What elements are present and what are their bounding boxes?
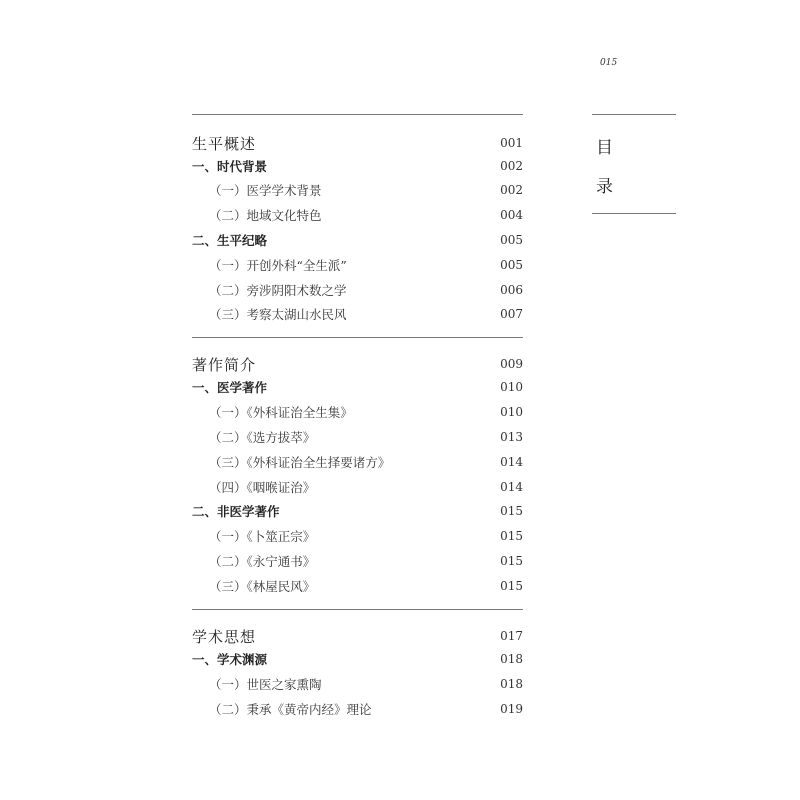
page-ref: 006 [500, 283, 523, 297]
table-of-contents [192, 114, 523, 730]
toc-chapter-row[interactable] [192, 231, 523, 249]
toc-chapter-row[interactable] [192, 157, 523, 175]
subsection-title: （三）《林屋民风》 [209, 579, 316, 594]
toc-subsection-row[interactable] [192, 577, 523, 595]
page-ref: 007 [500, 307, 523, 321]
toc-subsection-row[interactable] [192, 552, 523, 570]
toc-heading-char: 录 [596, 177, 613, 197]
toc-subsection-row[interactable] [192, 181, 523, 199]
page-ref: 015 [500, 504, 523, 518]
page-ref: 018 [500, 652, 523, 666]
toc-section-row[interactable] [192, 625, 523, 647]
page-ref: 010 [500, 405, 523, 419]
page-ref: 013 [500, 430, 523, 444]
toc-subsection-row[interactable] [192, 453, 523, 471]
toc-subsection-row[interactable] [192, 428, 523, 446]
subsection-title: （四）《咽喉证治》 [209, 480, 316, 495]
subsection-title: （一）《外科证治全生集》 [209, 405, 353, 420]
toc-chapter-row[interactable] [192, 502, 523, 520]
page-ref: 015 [500, 579, 523, 593]
chapter-title: 一、时代背景 [192, 159, 268, 174]
subsection-title: （二）旁涉阴阳术数之学 [209, 283, 347, 298]
subsection-title: （三）《外科证治全生择要诸方》 [209, 455, 391, 470]
toc-chapter-row[interactable] [192, 378, 523, 396]
subsection-title: （二）地域文化特色 [209, 208, 322, 223]
page-ref: 017 [500, 629, 523, 643]
page-ref: 001 [500, 136, 523, 150]
toc-subsection-row[interactable] [192, 206, 523, 224]
page-ref: 002 [500, 183, 523, 197]
subsection-title: （二）《选方拔萃》 [209, 430, 316, 445]
toc-section [192, 337, 523, 609]
page-number: 015 [600, 58, 618, 68]
toc-subsection-row[interactable] [192, 403, 523, 421]
subsection-title: （一）《卜筮正宗》 [209, 529, 316, 544]
page-ref: 004 [500, 208, 523, 222]
page-ref: 005 [500, 258, 523, 272]
toc-heading-char: 目 [596, 138, 613, 158]
toc-subsection-row[interactable] [192, 700, 523, 718]
page-ref: 014 [500, 480, 523, 494]
page-ref: 015 [500, 554, 523, 568]
chapter-title: 一、医学著作 [192, 380, 268, 395]
subsection-title: （一）世医之家熏陶 [209, 677, 322, 692]
subsection-title: （一）开创外科“全生派” [209, 258, 347, 273]
section-title: 著作简介 [192, 355, 257, 374]
section-title: 学术思想 [192, 627, 257, 646]
toc-subsection-row[interactable] [192, 256, 523, 274]
subsection-title: （二）秉承《黄帝内经》理论 [209, 702, 372, 717]
page-ref: 002 [500, 159, 523, 173]
toc-chapter-row[interactable] [192, 650, 523, 668]
page-ref: 018 [500, 677, 523, 691]
toc-heading [592, 114, 676, 214]
subsection-title: （三）考察太湖山水民风 [209, 307, 347, 322]
page-ref: 009 [500, 357, 523, 371]
page-ref: 019 [500, 702, 523, 716]
toc-subsection-row[interactable] [192, 675, 523, 693]
toc-section [192, 609, 523, 730]
toc-subsection-row[interactable] [192, 305, 523, 323]
chapter-title: 二、非医学著作 [192, 504, 280, 519]
toc-section-row[interactable] [192, 132, 523, 154]
page-ref: 014 [500, 455, 523, 469]
subsection-title: （一）医学学术背景 [209, 183, 322, 198]
page-ref: 005 [500, 233, 523, 247]
toc-section-row[interactable] [192, 353, 523, 375]
chapter-title: 二、生平纪略 [192, 233, 268, 248]
toc-subsection-row[interactable] [192, 527, 523, 545]
toc-subsection-row[interactable] [192, 281, 523, 299]
page-ref: 015 [500, 529, 523, 543]
section-title: 生平概述 [192, 134, 257, 153]
toc-subsection-row[interactable] [192, 478, 523, 496]
page-ref: 010 [500, 380, 523, 394]
subsection-title: （二）《永宁通书》 [209, 554, 316, 569]
toc-section [192, 114, 523, 337]
chapter-title: 一、学术渊源 [192, 652, 268, 667]
